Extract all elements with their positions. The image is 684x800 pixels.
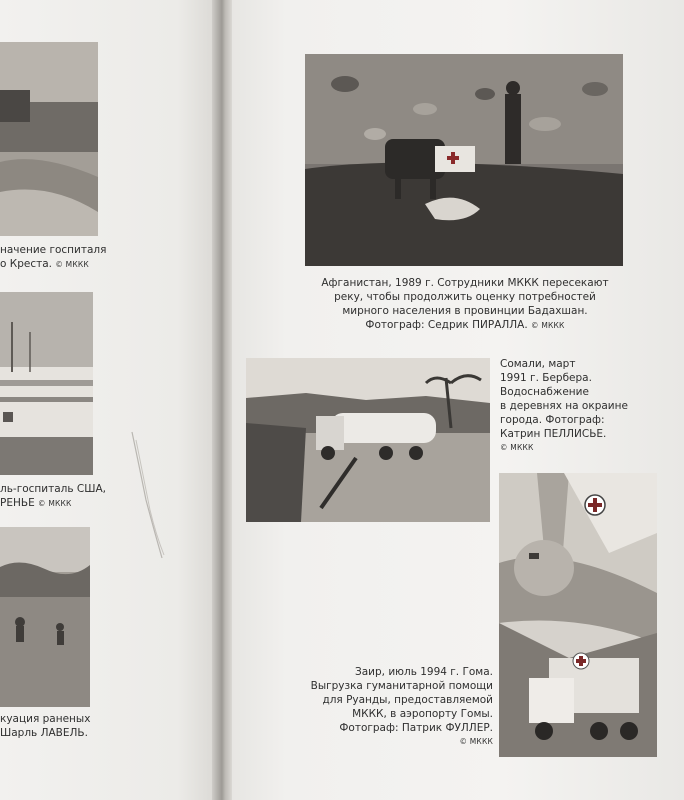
left-caption-2: ль-госпиталь США, РЕНЬЕ © МККК — [0, 483, 106, 509]
photo-field-crop — [0, 527, 90, 707]
book-gutter — [212, 0, 234, 800]
photo-ship-crop — [0, 292, 93, 475]
photo-afghanistan-river — [305, 54, 623, 266]
photo-hospital-crop — [0, 42, 98, 236]
left-caption-3: куация раненых Шарль ЛАВЕЛЬ. — [0, 713, 91, 739]
photo-somalia-truck — [246, 358, 490, 522]
caption-zaire: Заир, июль 1994 г. Гома. Выгрузка гуманитарной помощи для Руанды, предоставляемой МККК, в аэропорту Гомы. Фотограф: Патрик ФУЛЛЕР. © МККК — [310, 666, 493, 746]
left-caption-1: начение госпиталя о Креста. © МККК — [0, 244, 107, 270]
pencil-scribble-mark — [128, 430, 168, 560]
photo-zaire-aircraft — [499, 473, 657, 757]
caption-somalia: Сомали, март 1991 г. Бербера. Водоснабжение в деревнях на окраине города. Фотограф: Катрин ПЕЛЛИСЬЕ. © МККК — [500, 358, 628, 452]
caption-afghanistan: Афганистан, 1989 г. Сотрудники МККК пересекают реку, чтобы продолжить оценку потребностей мирного населения в провинции Бадахшан. Фотограф: Седрик ПИРАЛЛА. © МККК — [321, 277, 609, 331]
